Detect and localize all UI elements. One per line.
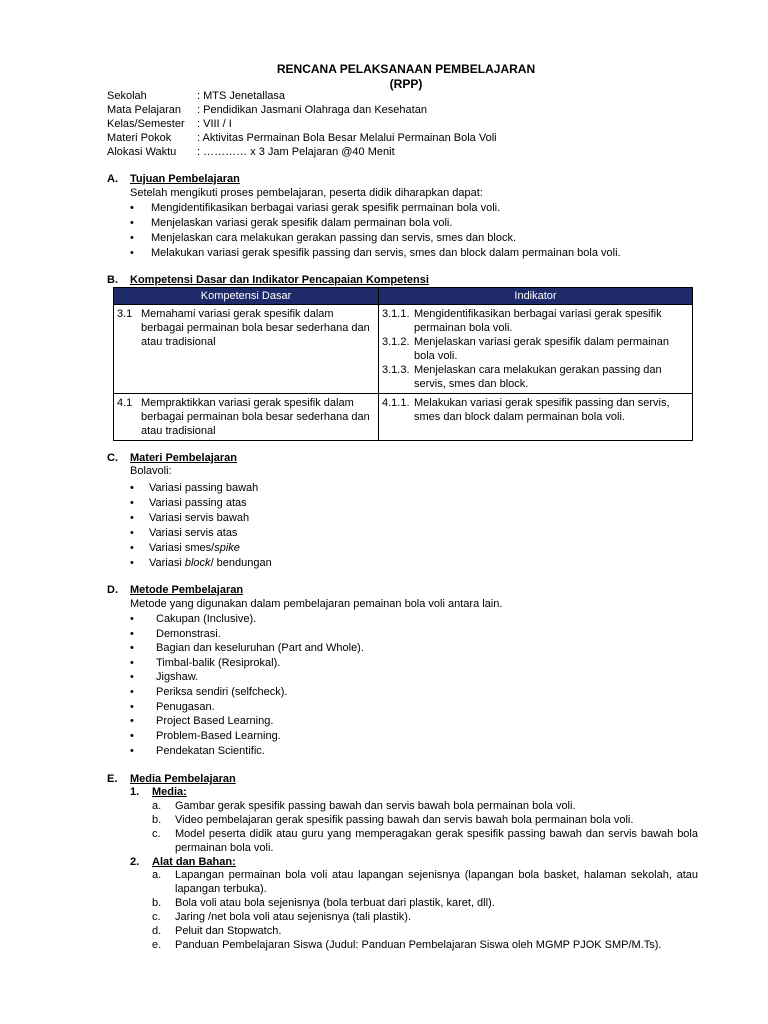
bullet-icon: • [130,202,134,214]
info-value: : MTS Jenetallasa [197,90,286,102]
indicator-text: Mengidentifikasikan berbagai variasi gerak spesifik permainan bola voli. [414,308,662,334]
section-letter: A. [107,173,118,185]
bullet-icon: • [130,701,134,713]
indicator-number: 3.1.3. [382,364,410,376]
list-item: c. Model peserta didik atau guru yang memperagakan gerak spesifik passing bawah dan servis bawah bola permainan bola voli. [152,828,698,854]
section-a-intro: Setelah mengikuti proses pembelajaran, peserta didik diharapkan dapat: [130,187,483,199]
info-value: : Pendidikan Jasmani Olahraga dan Kesehatan [197,104,427,116]
section-title: Materi Pembelajaran [130,452,237,464]
info-label: Alokasi Waktu [107,146,177,158]
info-label: Materi Pokok [107,132,172,144]
indicator-number: 3.1.1. [382,308,410,320]
bullet-icon: • [130,730,134,742]
indicator-number: 4.1.1. [382,397,410,409]
subsection-alat-bahan [130,855,236,869]
list-item: e. Panduan Pembelajaran Siswa (Judul: Panduan Pembelajaran Siswa oleh MGMP PJOK SMP/M.Ts). [152,939,662,951]
section-title: Media Pembelajaran [130,773,236,785]
info-row-kelas-semester [107,117,232,131]
info-row-alokasi-waktu [107,145,395,159]
info-row-materi-pokok [107,131,497,145]
section-letter: D. [107,584,118,596]
list-item: d. Peluit dan Stopwatch. [152,925,282,937]
indicator-item [382,363,689,391]
table-row [114,394,693,441]
subsection-title: Media: [152,786,187,798]
bullet-icon: • [130,542,134,554]
bullet-icon: • [130,527,134,539]
bullet-icon: • [130,557,134,569]
kd-text: Mempraktikkan variasi gerak spesifik dalam berbagai permainan bola besar sederhana dan atau tradisional [141,397,370,437]
subsection-media [130,785,187,799]
indicator-cell [379,394,693,441]
bullet-icon: • [130,715,134,727]
bullet-icon: • [130,657,134,669]
table-row [114,305,693,394]
list-item: a. Lapangan permainan bola voli atau lapangan sejenisnya (lapangan bola basket, halaman sekolah, atau lapangan terbuka). [152,869,698,895]
document-title: RENCANA PELAKSANAAN PEMBELAJARAN [276,62,536,76]
competency-table [113,287,693,441]
bullet-icon: • [130,745,134,757]
section-title: Tujuan Pembelajaran [130,173,240,185]
indicator-text: Menjelaskan cara melakukan gerakan passing dan servis, smes dan block. [414,364,662,390]
bullet-icon: • [130,686,134,698]
subsection-title: Alat dan Bahan: [152,856,236,868]
section-title: Kompetensi Dasar dan Indikator Pencapaian Kompetensi [130,274,429,286]
info-value: : VIII / I [197,118,232,130]
list-item: b. Bola voli atau bola sejenisnya (bola terbuat dari plastik, karet, dll). [152,897,495,909]
list-item: c. Jaring /net bola voli atau sejenisnya (tali plastik). [152,911,412,923]
list-item: b. Video pembelajaran gerak spesifik passing bawah dan servis bawah bola permainan bola voli. [152,814,634,826]
bullet-icon: • [130,671,134,683]
kd-cell [114,394,379,441]
bullet-icon: • [130,217,134,229]
bullet-icon: • [130,628,134,640]
info-label: Kelas/Semester [107,118,185,130]
kd-number: 3.1 [117,308,133,320]
info-row-sekolah [107,89,285,103]
table-header-row [114,288,693,305]
section-c-intro: Bolavoli: [130,465,172,477]
column-header-indikator: Indikator [379,288,693,305]
section-letter: E. [107,773,118,785]
info-value: : ………… x 3 Jam Pelajaran @40 Menit [197,146,395,158]
info-row-mata-pelajaran [107,103,427,117]
bullet-icon: • [130,497,134,509]
section-d-intro: Metode yang digunakan dalam pembelajaran pemainan bola voli antara lain. [130,598,503,610]
indicator-text: Melakukan variasi gerak spesifik passing dan servis, smes dan block dalam permainan bola voli. [414,397,670,423]
kd-cell [114,305,379,394]
indicator-item [382,396,689,424]
indicator-item [382,335,689,363]
document-subtitle: (RPP) [389,77,423,91]
bullet-icon: • [130,482,134,494]
bullet-icon: • [130,512,134,524]
section-letter: C. [107,452,118,464]
bullet-icon: • [130,247,134,259]
bullet-icon: • [130,642,134,654]
bullet-icon: • [130,613,134,625]
kd-number: 4.1 [117,397,133,409]
indicator-text: Menjelaskan variasi gerak spesifik dalam permainan bola voli. [414,336,669,362]
list-item: a. Gambar gerak spesifik passing bawah dan servis bawah bola permainan bola voli. [152,800,576,812]
indicator-item [382,307,689,335]
info-value: : Aktivitas Permainan Bola Besar Melalui Permainan Bola Voli [197,132,497,144]
bullet-icon: • [130,232,134,244]
subsection-number: 1. [130,786,140,798]
indicator-cell [379,305,693,394]
kd-text: Memahami variasi gerak spesifik dalam berbagai permainan bola besar sederhana dan atau tradisional [141,308,370,348]
section-letter: B. [107,274,118,286]
info-label: Sekolah [107,90,147,102]
info-label: Mata Pelajaran [107,104,181,116]
column-header-kompetensi-dasar: Kompetensi Dasar [114,288,379,305]
indicator-number: 3.1.2. [382,336,410,348]
subsection-number: 2. [130,856,140,868]
document-page: RENCANA PELAKSANAAN PEMBELAJARAN (RPP) Sekolah : MTS Jenetallasa Mata Pelajaran : Pendidikan Jasmani Olahraga dan Kesehatan Kelas/Semester : VIII / I Materi Pokok : Aktivitas Permainan Bola Besar Melalui Permainan Bola Voli Alokasi Waktu : ………… x 3 Jam Pelajaran @40 Menit A. Tujuan Pembelajaran Setelah mengikuti proses pembelajaran, peserta didik diharapkan dapat: • Mengidentifikasikan berbagai variasi gerak spesifik permainan bola voli. • Menjelaskan variasi gerak spesifik dalam permainan bola voli. • Menjelaskan cara melakukan gerakan passing dan servis, smes dan block. • Melakukan variasi gerak spesifik passing dan servis, smes dan block dalam permainan bola voli. B. Kompetensi Dasar dan Indikator Pencapaian Kompetensi Kompetensi Dasar Indikator 3.1 Memahami variasi gerak spesifik dalam berbagai permainan bola besar sederhana dan atau tradisional 3.1.1. Mengidentifikasikan berbagai variasi gerak spesifik permainan bola voli. 3.1.2. Menjelaskan variasi gerak spesifik dalam permainan bola voli. 3.1.3. Menjelaskan cara melakukan gerakan passing dan servis, smes dan block. 4.1 Mempraktikkan variasi gerak spesifik dalam berbagai permainan bola besar sederhana dan atau tradisional 4.1.1. Melakukan variasi gerak spesifik passing dan servis, smes dan block dalam permainan bola voli. C. Materi Pembelajaran Bolavoli: • Variasi passing bawah • Variasi passing atas • Variasi servis bawah • Variasi servis atas • Variasi smes/spike • Variasi block/ bendungan D. Metode Pembelajaran Metode yang digunakan dalam pembelajaran pemainan bola voli antara lain. • Cakupan (Inclusive). • Demonstrasi. • Bagian dan keseluruhan (Part and Whole). • Timbal-balik (Resiprokal). • Jigshaw. • Periksa sendiri (selfcheck). • Penugasan. • Project Based Learning. • Problem-Based Learning. • Pendekatan Scientific. E. Media Pembelajaran 1. Media: a. Gambar gerak spesifik passing bawah dan servis bawah bola permainan bola voli. b. Video pembelajaran gerak spesifik passing bawah dan servis bawah bola permainan bola voli. c. Model peserta didik atau guru yang memperagakan gerak spesifik passing bawah dan servis bawah bola permainan bola voli. 2. Alat dan Bahan: a. Lapangan permainan bola voli atau lapangan sejenisnya (lapangan bola basket, halaman sekolah, atau lapangan terbuka). b. Bola voli atau bola sejenisnya (bola terbuat dari plastik, karet, dll). c. Jaring /net bola voli atau sejenisnya (tali plastik). d. Peluit dan Stopwatch. e. Panduan Pembelajaran Siswa (Judul: Panduan Pembelajaran Siswa oleh MGMP PJOK SMP/M.Ts). [0,0,768,1024]
section-title: Metode Pembelajaran [130,584,244,596]
